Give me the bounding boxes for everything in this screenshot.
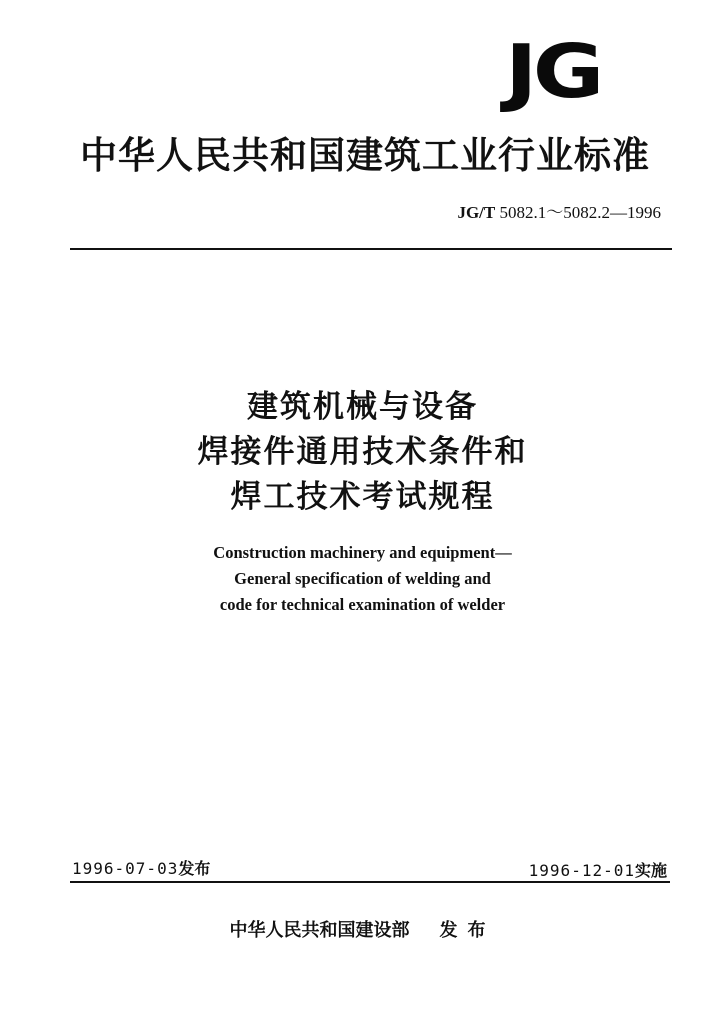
issue-date-label: 发布 <box>178 859 211 878</box>
standard-range: 5082.1～5082.2—1996 <box>499 203 661 222</box>
top-divider <box>70 248 672 250</box>
publisher-line <box>0 918 725 944</box>
chinese-title-line-1: 建筑机械与设备 <box>247 389 478 425</box>
standard-code: JG/T <box>457 203 496 222</box>
english-title-line-1: Construction machinery and equipment— <box>213 543 512 562</box>
jg-logo: JG <box>505 29 600 115</box>
chinese-title-line-2: 焊接件通用技术条件和 <box>197 434 528 470</box>
chinese-title-line-3: 焊工技术考试规程 <box>230 479 495 515</box>
english-title <box>0 540 725 618</box>
issue-date <box>72 858 210 880</box>
english-title-line-3: code for technical examination of welder <box>219 595 506 614</box>
publisher-name: 中华人民共和国建设部 <box>229 920 410 941</box>
english-title-line-2: General specification of welding and <box>234 569 491 588</box>
chinese-title <box>0 385 725 520</box>
organization-title: 中华人民共和国建筑工业行业标准 <box>80 134 650 177</box>
issue-date-value: 1996-07-03 <box>72 859 179 878</box>
implementation-date-label: 实施 <box>634 861 667 880</box>
standard-number <box>457 202 661 224</box>
publisher-action: 发布 <box>439 920 496 941</box>
bottom-divider <box>70 881 670 883</box>
implementation-date-value: 1996-12-01 <box>528 861 635 880</box>
implementation-date <box>529 860 667 882</box>
